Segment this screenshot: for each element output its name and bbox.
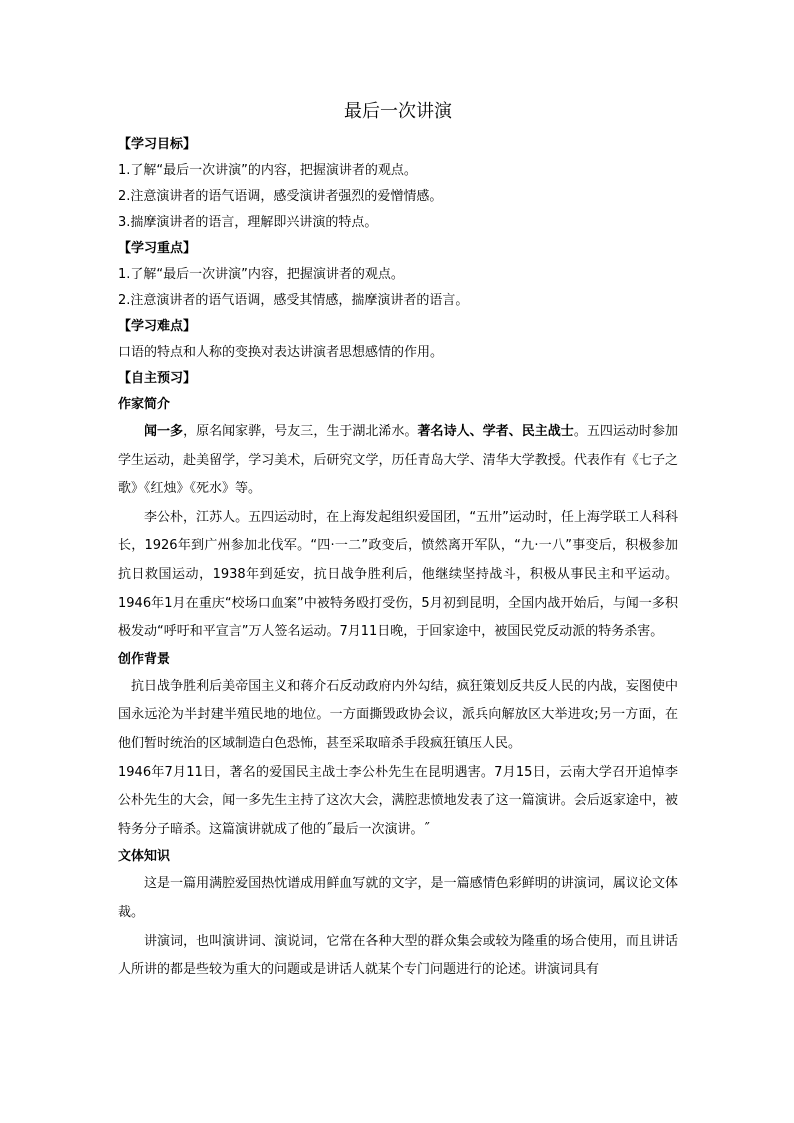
section-heading-difficulties: 【学习难点】 xyxy=(118,319,197,334)
section-heading-preview: 【自主预习】 xyxy=(118,371,197,386)
genre-paragraph-1: 这是一篇用满腔爱国热忱谱成用鲜血写就的文字，是一篇感情色彩鲜明的讲演词，属议论文体裁。 xyxy=(118,876,678,920)
author-name: 闻一多 xyxy=(144,424,184,439)
subheading-genre: 文体知识 xyxy=(118,849,171,865)
objective-item: 1.了解“最后一次讲演”的内容，把握演讲者的观点。 xyxy=(118,163,417,178)
author-titles: 著名诗人、学者、民主战士 xyxy=(417,424,574,439)
page-title: 最后一次讲演 xyxy=(344,101,452,122)
objective-item: 2.注意演讲者的语气语调，感受演讲者强烈的爱憎情感。 xyxy=(118,189,443,204)
author-intro-paragraph-2: 李公朴，江苏人。五四运动时，在上海发起组织爱国团，“五卅”运动时，任上海学联工人科科长，1926年到广州参加北伐军。“四·一二”政变后，愤然离开军队，“九·一八”事变后，积极参加抗日救国运动，1938年到延安，抗日战争胜利后，他继续坚持战斗，积极从事民主和平运动。1946年1月在重庆“校场口血案”中被特务殴打受伤，5月初到昆明，全国内战开始后，与闻一多积极发动“呼吁和平宣言”万人签名运动。7月11日晚，于回家途中，被国民党反动派的特务杀害。 xyxy=(118,509,678,640)
author-intro-paragraph-1 xyxy=(118,418,678,504)
genre-paragraph-2: 讲演词，也叫演讲词、演说词，它常在各种大型的群众集会或较为隆重的场合使用，而且讲话人所讲的都是些较为重大的问题或是讲话人就某个专门问题进行的论述。讲演词具有 xyxy=(118,933,678,978)
document-body xyxy=(118,98,678,985)
difficulty-text: 口语的特点和人称的变换对表达讲演者思想感情的作用。 xyxy=(118,345,444,360)
background-paragraph-2: 1946年7月11日，著名的爱国民主战士李公朴先生在昆明遇害。7月15日，云南大学召开追悼李公朴先生的大会，闻一多先生主持了这次大会，满腔悲愤地发表了这一篇演讲。会后返家途中，被特务分子暗杀。这篇演讲就成了他的˝最后一次演讲。˝ xyxy=(118,764,678,837)
objective-item: 3.揣摩演讲者的语言，理解即兴讲演的特点。 xyxy=(118,215,378,230)
author-intro-text-a: ，原名闻家骅，号友三，生于湖北浠水。 xyxy=(183,424,418,439)
key-point-item: 2.注意演讲者的语气语调，感受其情感，揣摩演讲者的语言。 xyxy=(118,293,469,308)
subheading-author-intro: 作家简介 xyxy=(118,397,171,412)
background-paragraph-1: 抗日战争胜利后美帝国主义和蒋介石反动政府内外勾结，疯狂策划反共反人民的内战，妄图使中国永远沦为半封建半殖民地的地位。一方面撕毁政协会议，派兵向解放区大举进攻;另一方面，在他们暂时统治的区域制造白色恐怖，甚至采取暗杀手段疯狂镇压人民。 xyxy=(118,678,678,751)
key-point-item: 1.了解“最后一次讲演”内容，把握演讲者的观点。 xyxy=(118,267,404,282)
section-heading-key-points: 【学习重点】 xyxy=(118,241,197,256)
section-heading-objectives: 【学习目标】 xyxy=(118,137,197,152)
subheading-background: 创作背景 xyxy=(118,651,171,667)
author-intro-text-b: 。五四运动时参加学生运动，赴美留学，学习美术，后研究文学，历任青岛大学、清华大学教授。代表作有《七子之歌》《红烛》《死水》等。 xyxy=(118,424,678,497)
